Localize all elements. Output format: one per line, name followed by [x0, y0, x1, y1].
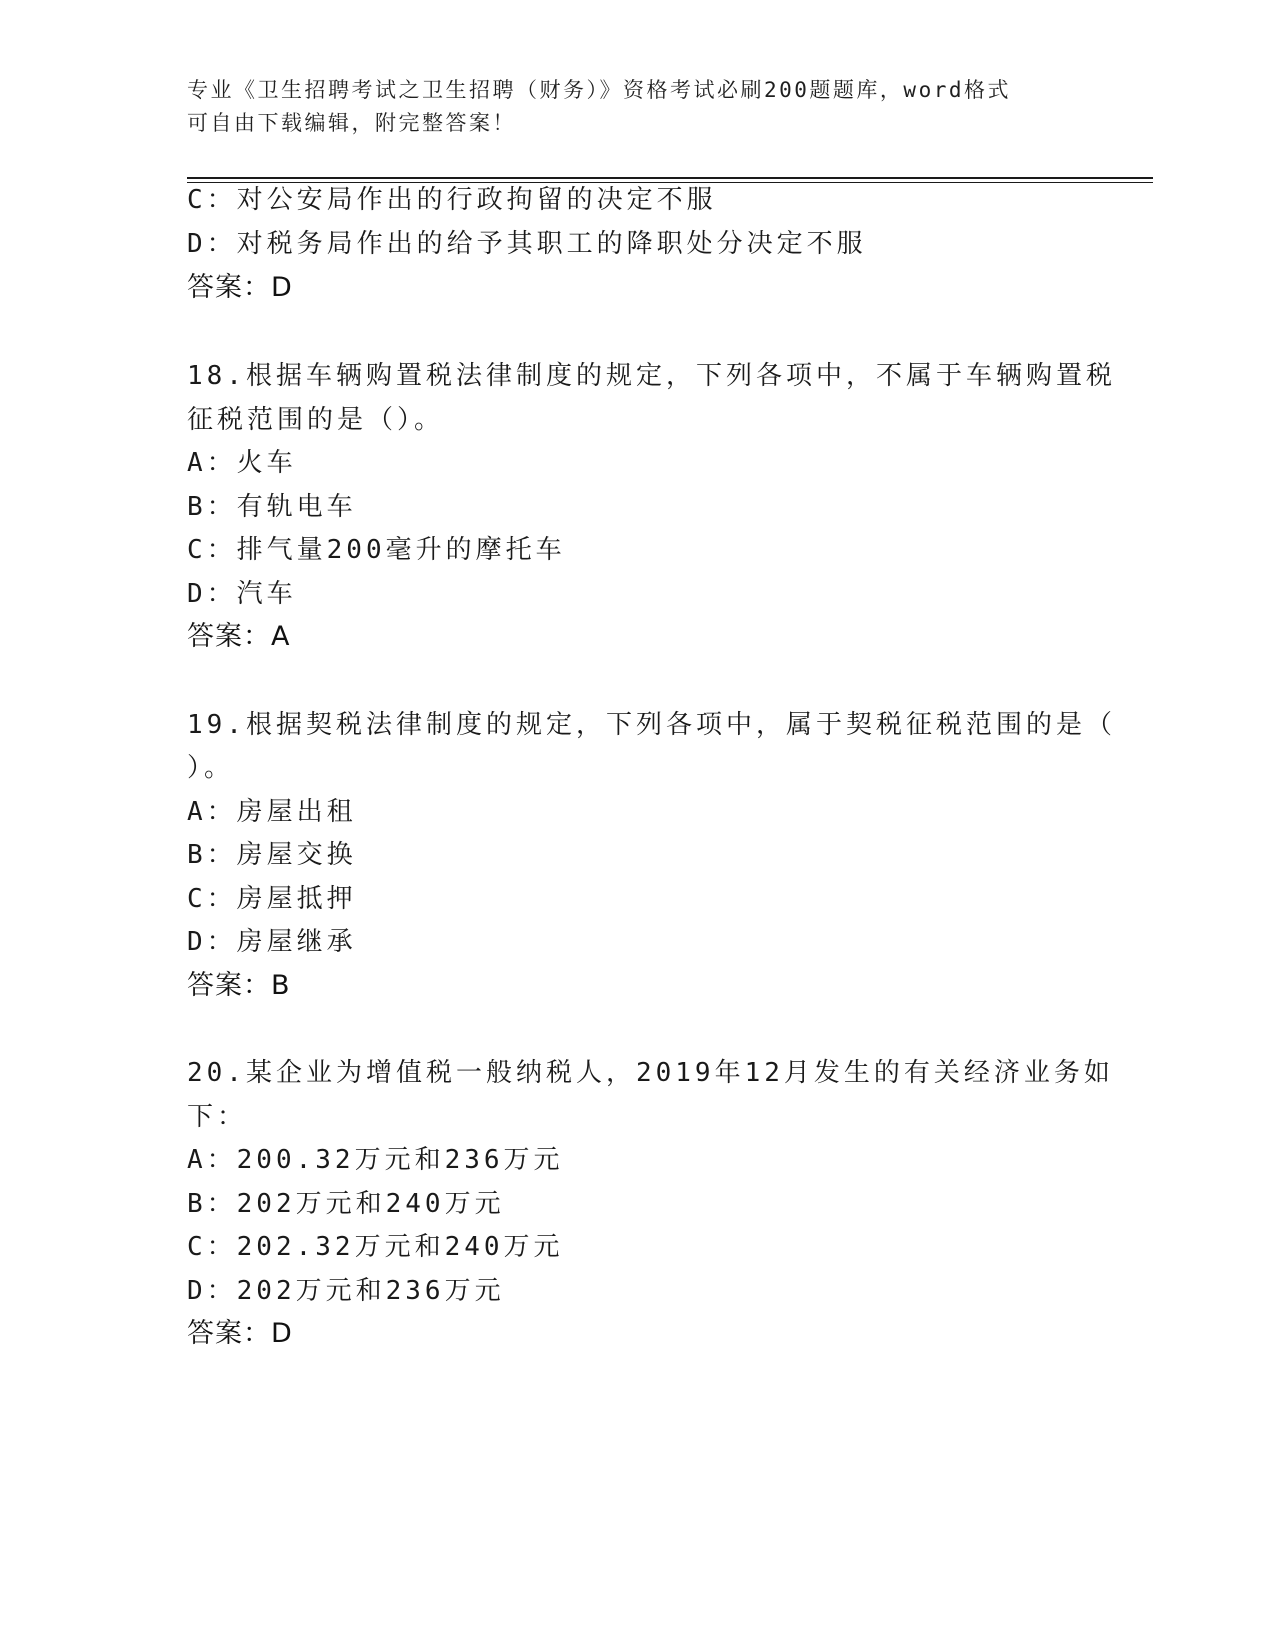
q20-stem-line-2: 下：: [187, 1102, 248, 1132]
q18-option-d: D：汽车: [187, 579, 297, 609]
q17-option-c: C：对公安局作出的行政拘留的决定不服: [187, 185, 717, 215]
q19-option-d: D：房屋继承: [187, 927, 357, 957]
q19-stem-line-1: 19.根据契税法律制度的规定，下列各项中，属于契税征税范围的是（: [187, 710, 1116, 740]
q17-option-d: D：对税务局作出的给予其职工的降职处分决定不服: [187, 229, 867, 259]
q20-option-b: B：202万元和240万元: [187, 1189, 505, 1219]
q19-stem-line-2: ）。: [187, 753, 235, 783]
q17-answer: 答案：D: [187, 272, 293, 303]
q20-answer: 答案：D: [187, 1318, 293, 1349]
q18-stem-line-2: 征税范围的是（）。: [187, 405, 445, 435]
q19-option-c: C：房屋抵押: [187, 884, 357, 914]
document-header: [187, 74, 1067, 140]
q18-option-a: A：火车: [187, 448, 297, 478]
header-line-2: 可自由下载编辑，附完整答案！: [187, 111, 516, 135]
q18-stem-line-1: 18.根据车辆购置税法律制度的规定，下列各项中，不属于车辆购置税: [187, 361, 1116, 391]
header-line-1: 专业《卫生招聘考试之卫生招聘（财务）》资格考试必刷200题题库，word格式: [187, 78, 1011, 102]
q18-option-c: C：排气量200毫升的摩托车: [187, 535, 566, 565]
q20-option-c: C：202.32万元和240万元: [187, 1232, 564, 1262]
q19-answer: 答案：B: [187, 970, 291, 1001]
q20-option-d: D：202万元和236万元: [187, 1276, 505, 1306]
q18-answer: 答案：A: [187, 621, 291, 652]
q20-option-a: A：200.32万元和236万元: [187, 1145, 564, 1175]
q18-option-b: B：有轨电车: [187, 492, 357, 522]
q19-option-b: B：房屋交换: [187, 840, 357, 870]
q20-stem-line-1: 20.某企业为增值税一般纳税人，2019年12月发生的有关经济业务如: [187, 1058, 1114, 1088]
q19-option-a: A：房屋出租: [187, 797, 357, 827]
